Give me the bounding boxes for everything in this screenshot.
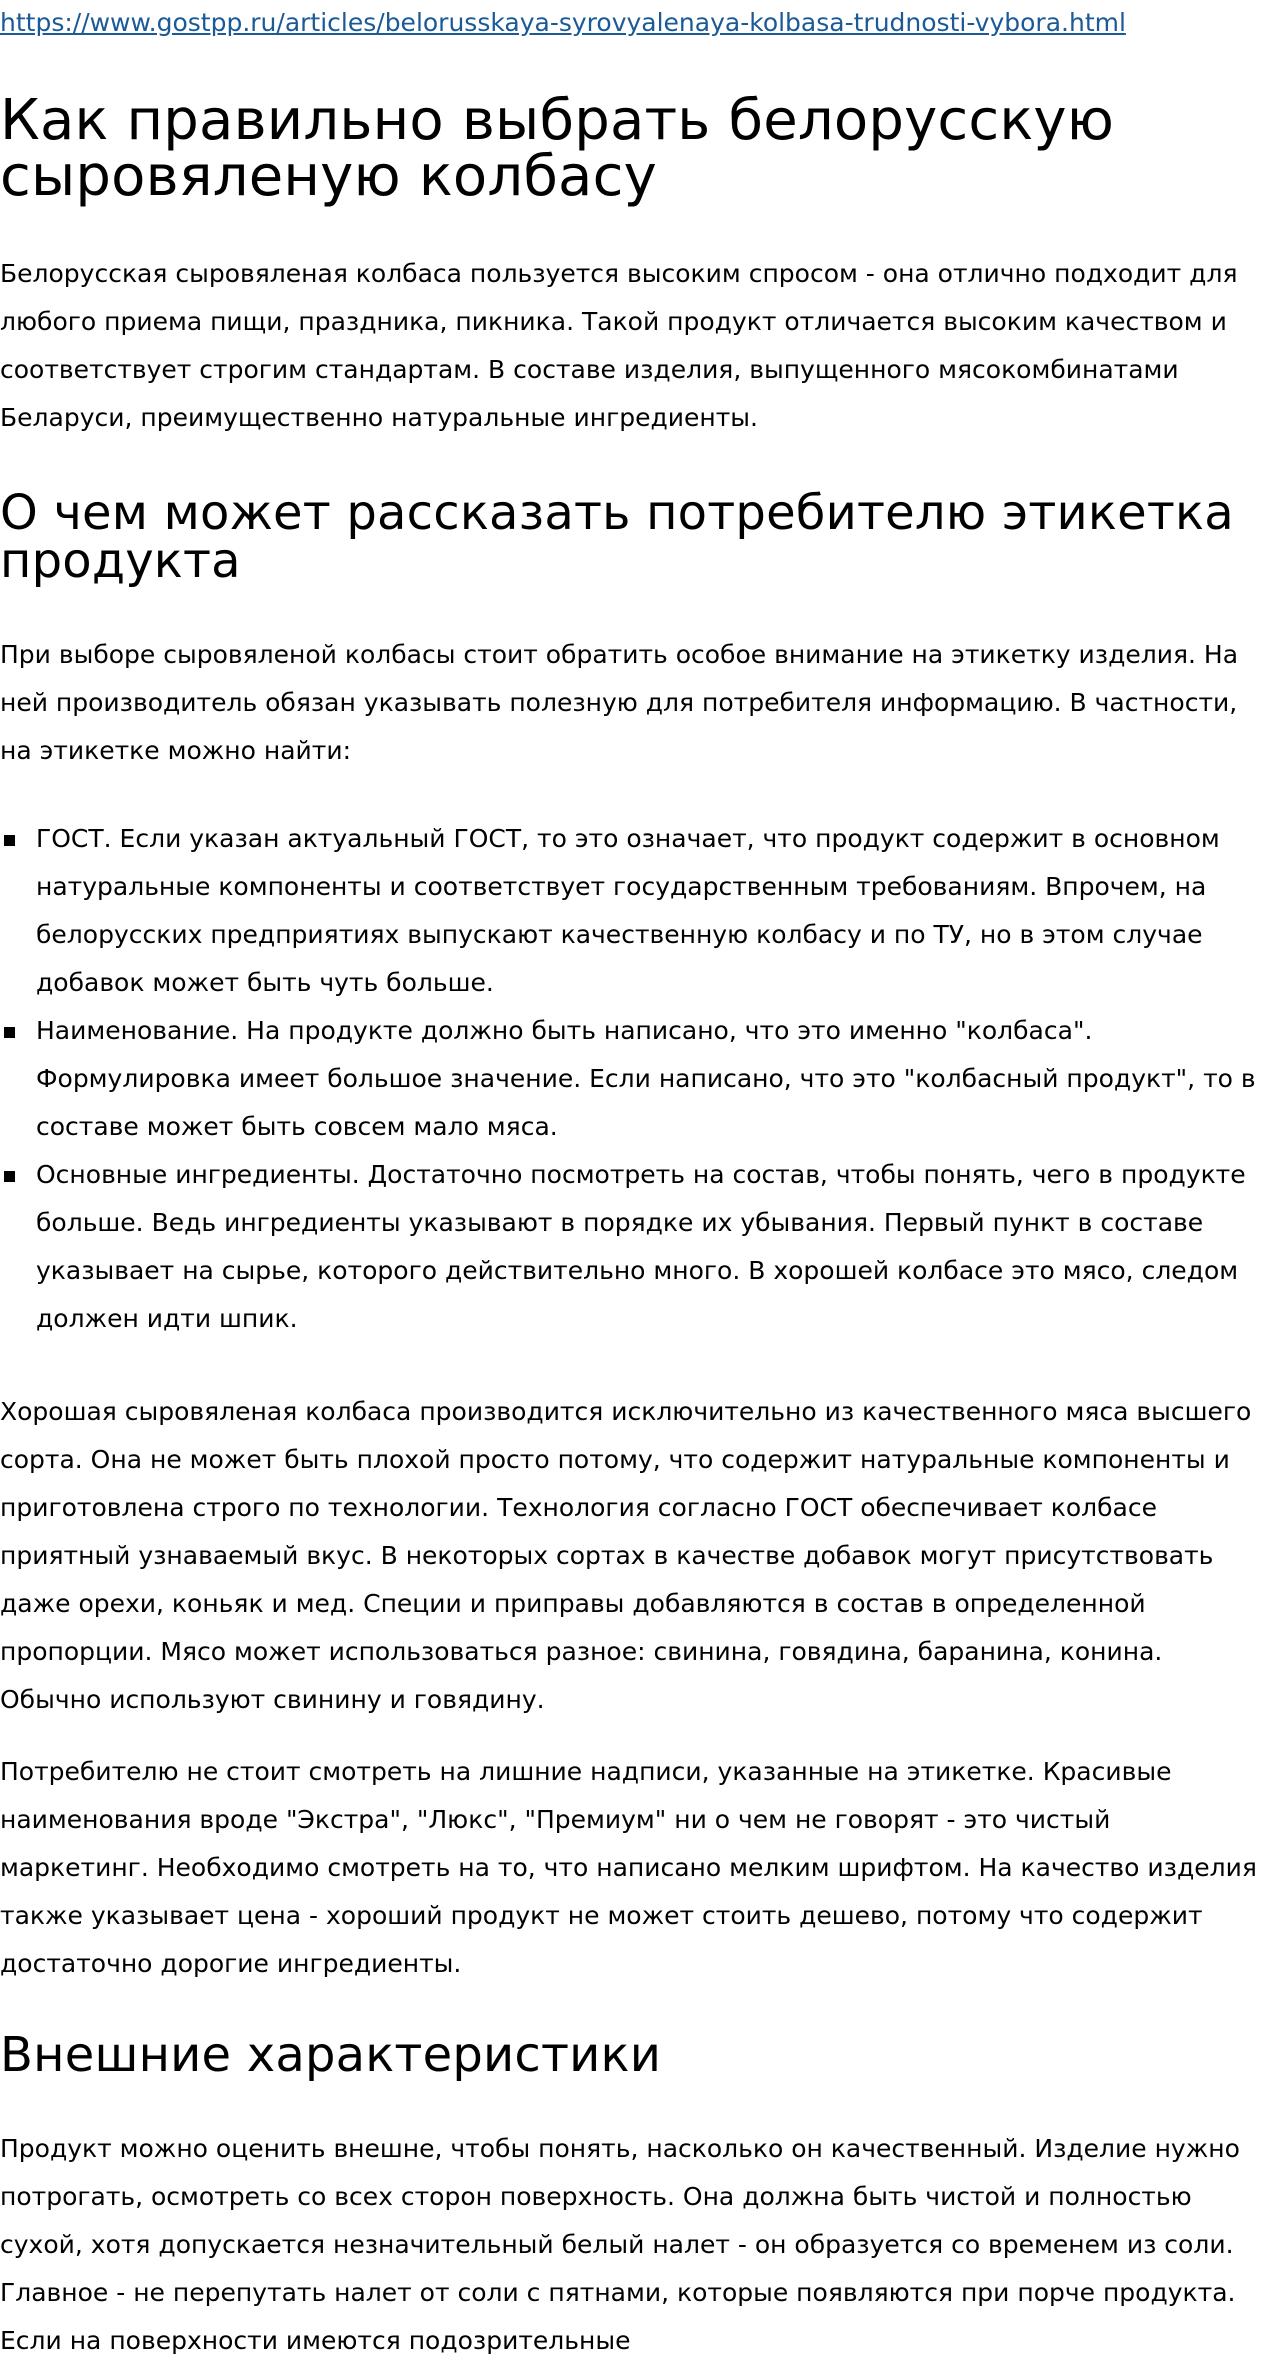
list-item xyxy=(0,815,1264,1007)
source-url-link[interactable]: https://www.gostpp.ru/articles/belorusskaya-syrovyalenaya-kolbasa-trudnosti-vybora.html xyxy=(0,8,1126,37)
section-label-lead: При выборе сыровяленой колбасы стоит обратить особое внимание на этикетку изделия. На ней производитель обязан указывать полезную для потребителя информацию. В частности, на этикетке можно найти: xyxy=(0,640,1239,765)
square-bullet-icon xyxy=(4,1027,15,1038)
article-content xyxy=(0,6,1264,2356)
article-title: Как правильно выбрать белорусскую сыровяленую колбасу xyxy=(0,88,1115,209)
quality-paragraph: Хорошая сыровяленая колбаса производится исключительно из качественного мяса высшего сорта. Она не может быть плохой просто потому, что содержит натуральные компоненты и приготовлена строго по технологии. Технология согласно ГОСТ обеспечивает колбасе приятный узнаваемый вкус. В некоторых сортах в качестве добавок могут присутствовать даже орехи, коньяк и мед. Специи и приправы добавляются в состав в определенной пропорции. Мясо может использоваться разное: свинина, говядина, баранина, конина. Обычно используют свинину и говядину. xyxy=(0,1397,1252,1714)
section-heading-appearance: Внешние характеристики xyxy=(0,2027,662,2083)
list-item-text: Наименование. На продукте должно быть написано, что это именно "колбаса". Формулировка имеет большое значение. Если написано, что это "колбасный продукт", то в составе может быть совсем мало мяса. xyxy=(36,1016,1256,1141)
marketing-paragraph: Потребителю не стоит смотреть на лишние надписи, указанные на этикетке. Красивые наименования вроде "Экстра", "Люкс", "Премиум" ни о чем не говорят - это чистый маркетинг. Необходимо смотреть на то, что написано мелким шрифтом. На качество изделия также указывает цена - хороший продукт не может стоить дешево, потому что содержит достаточно дорогие ингредиенты. xyxy=(0,1757,1257,1978)
appearance-paragraph: Продукт можно оценить внешне, чтобы понять, насколько он качественный. Изделие нужно потрогать, осмотреть со всех сторон поверхность. Она должна быть чистой и полностью сухой, хотя допускается незначительный белый налет - он образуется со временем из соли. Главное - не перепутать налет от соли с пятнами, которые появляются при порче продукта. Если на поверхности имеются подозрительные xyxy=(0,2134,1240,2355)
square-bullet-icon xyxy=(4,835,15,846)
list-item-text: Основные ингредиенты. Достаточно посмотреть на состав, чтобы понять, чего в продукте больше. Ведь ингредиенты указывают в порядке их убывания. Первый пункт в составе указывает на сырье, которого действительно много. В хорошей колбасе это мясо, следом должен идти шпик. xyxy=(36,1160,1246,1333)
label-info-list xyxy=(0,815,1264,1343)
section-heading-label: О чем может рассказать потребителю этикетка продукта xyxy=(0,485,1234,589)
square-bullet-icon xyxy=(4,1171,15,1182)
intro-paragraph: Белорусская сыровяленая колбаса пользуется высоким спросом - она отлично подходит для любого приема пищи, праздника, пикника. Такой продукт отличается высоким качеством и соответствует строгим стандартам. В составе изделия, выпущенного мясокомбинатами Беларуси, преимущественно натуральные ингредиенты. xyxy=(0,259,1238,432)
list-item xyxy=(0,1007,1264,1151)
list-item-text: ГОСТ. Если указан актуальный ГОСТ, то это означает, что продукт содержит в основном натуральные компоненты и соответствует государственным требованиям. Впрочем, на белорусских предприятиях выпускают качественную колбасу и по ТУ, но в этом случае добавок может быть чуть больше. xyxy=(36,824,1220,997)
list-item xyxy=(0,1151,1264,1343)
